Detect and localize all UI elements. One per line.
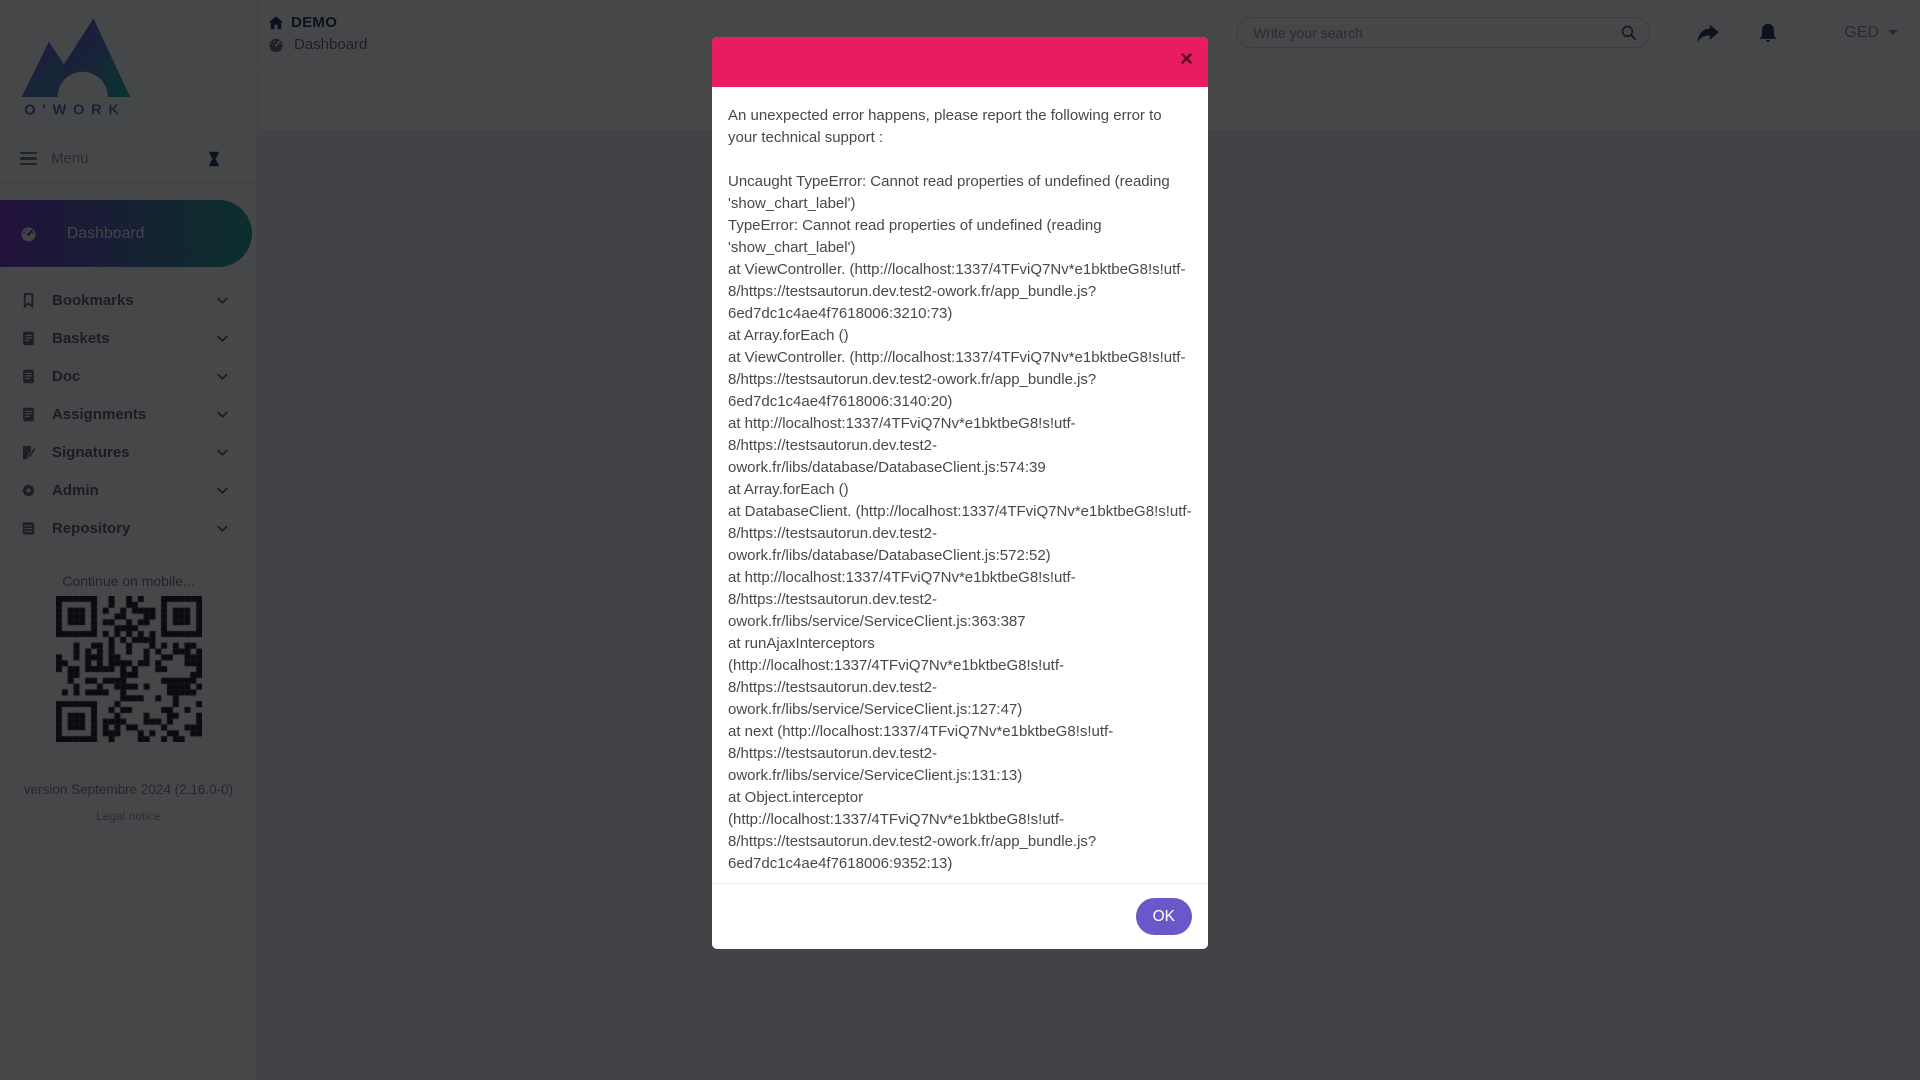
- stack-trace-line: Uncaught TypeError: Cannot read properties of undefined (reading 'show_chart_label'): [728, 173, 1170, 212]
- stack-trace-line: TypeError: Cannot read properties of undefined (reading 'show_chart_label'): [728, 217, 1102, 256]
- error-modal: [712, 37, 1208, 949]
- error-modal-footer: [712, 883, 1208, 949]
- error-modal-body: [712, 87, 1208, 883]
- stack-trace-line: at ViewController. (http://localhost:1337/4TFviQ7Nv*e1bktbeG8!s!utf-8/https://testsautorun.dev.test2-owork.fr/app_bundle.js?6ed7dc1c4ae4f7618006:3210:73): [728, 261, 1186, 322]
- error-modal-header: [712, 37, 1208, 87]
- error-intro-text: An unexpected error happens, please report the following error to your technical support :: [728, 107, 1162, 146]
- stack-trace-line: at Array.forEach (): [728, 481, 849, 498]
- stack-trace-line: at ViewController. (http://localhost:1337/4TFviQ7Nv*e1bktbeG8!s!utf-8/https://testsautorun.dev.test2-owork.fr/app_bundle.js?6ed7dc1c4ae4f7618006:3140:20): [728, 349, 1186, 410]
- stack-trace-line: at http://localhost:1337/4TFviQ7Nv*e1bktbeG8!s!utf-8/https://testsautorun.dev.test2-owork.fr/libs/service/ServiceClient.js:363:387: [728, 569, 1076, 630]
- stack-trace-line: at runAjaxInterceptors (http://localhost:1337/4TFviQ7Nv*e1bktbeG8!s!utf-8/https://testsautorun.dev.test2-owork.fr/libs/service/ServiceClient.js:127:47): [728, 635, 1064, 718]
- ok-button[interactable]: OK: [1136, 898, 1192, 935]
- stack-trace-line: at Object.interceptor (http://localhost:1337/4TFviQ7Nv*e1bktbeG8!s!utf-8/https://testsautorun.dev.test2-owork.fr/app_bundle.js?6ed7dc1c4ae4f7618006:9352:13): [728, 789, 1097, 872]
- stack-trace-line: at Array.forEach (): [728, 327, 849, 344]
- close-icon[interactable]: ×: [1180, 46, 1193, 71]
- stack-trace-line: at DatabaseClient. (http://localhost:1337/4TFviQ7Nv*e1bktbeG8!s!utf-8/https://testsautorun.dev.test2-owork.fr/libs/database/DatabaseClient.js:572:52): [728, 503, 1192, 564]
- stack-trace-line: at http://localhost:1337/4TFviQ7Nv*e1bktbeG8!s!utf-8/https://testsautorun.dev.test2-owork.fr/libs/database/DatabaseClient.js:574:39: [728, 415, 1076, 476]
- stack-trace-line: at next (http://localhost:1337/4TFviQ7Nv*e1bktbeG8!s!utf-8/https://testsautorun.dev.test2-owork.fr/libs/service/ServiceClient.js:131:13): [728, 723, 1114, 784]
